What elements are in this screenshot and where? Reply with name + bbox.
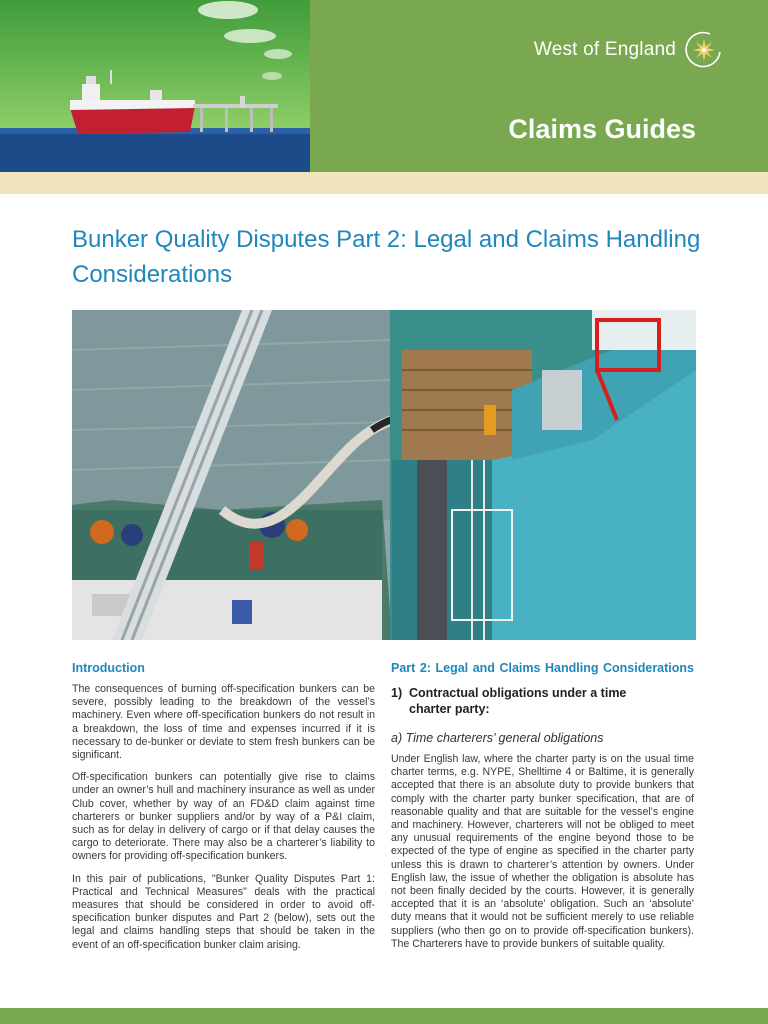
footer-bar	[0, 1008, 768, 1024]
obligations-paragraph: Under English law, where the charter party is on the usual time charter terms, e.g. NYPE, Shelltime 4 or Baltime, it is generally accepted that there is an absolute duty to provide bunkers that comply with the charter party bunker specification, that are of reasonable quality and that are suitable for the vessel’s engine and machinery. However, charterers will not be obliged to meet any unusual requirements of the engine beyond those to be expected of the type of engine as specified in the charter party unless this is drawn to charterer’s attention by owners. Under English law, the issue of whether the obligation is absolute has not been finally decided by the courts. However, it is generally accepted that it is an ‘absolute’ obligation. Such an ‘absolute’ duty means that it would not be sufficient merely to use reliable suppliers (who then go on to provide off-specification bunkers). The Charterers have to provide bunkers of suitable quality.	[391, 753, 694, 950]
introduction-heading: Introduction	[72, 661, 145, 675]
brand-name: West of England	[533, 39, 676, 60]
brand	[534, 30, 724, 70]
subheading-line: charter party:	[409, 702, 490, 716]
intro-paragraph: Off-specification bunkers can potentially give rise to claims under an owner’s hull and machinery insurance as well as under Club cover, whether by way of an FD&D claim against time charterers or bunker suppliers and/or by way of a P&I claim, such as for delay in delivery of cargo or if that delay causes the cargo to deteriorate. There may also be a charterer’s liability to owners for providing off-specification bunkers.	[72, 771, 375, 863]
document-title: Bunker Quality Disputes Part 2: Legal and Claims Handling Considerations	[72, 226, 701, 288]
subheading-line: Contractual obligations under a time	[409, 686, 627, 700]
section-number: 1)	[391, 686, 403, 700]
introduction-column	[72, 662, 375, 961]
tanker-at-sea-photo	[0, 0, 310, 172]
intro-paragraph: In this pair of publications, "Bunker Quality Disputes Part 1: Practical and Technical Measures" deals with the practical measures that should be considered in order to avoid off-specification bunker disputes and Part 2 (below), sets out the legal and claims handling steps that should be taken in the event of an off-specification bunker claim arising.	[72, 872, 375, 951]
bunkering-operation-photo	[72, 310, 696, 640]
time-charterers-obligations-heading: a) Time charterers’ general obligations	[391, 731, 604, 745]
intro-paragraph: The consequences of burning off-specification bunkers can be severe, possibly leading to the breakdown of the vessel’s machinery. Even where off-specification bunkers do not result in a breakdown, the loss of time and expenses incurred if it is necessary to de-bunker or deviate to stem fresh bunkers can be significant.	[72, 683, 375, 762]
compass-star-icon	[684, 30, 724, 70]
part2-column	[391, 662, 694, 960]
part2-heading: Part 2: Legal and Claims Handling Considerations	[391, 661, 694, 675]
series-title: Claims Guides	[508, 114, 696, 144]
contractual-obligations-heading	[391, 685, 694, 717]
header-divider-band	[0, 172, 768, 194]
header-banner	[0, 0, 768, 172]
